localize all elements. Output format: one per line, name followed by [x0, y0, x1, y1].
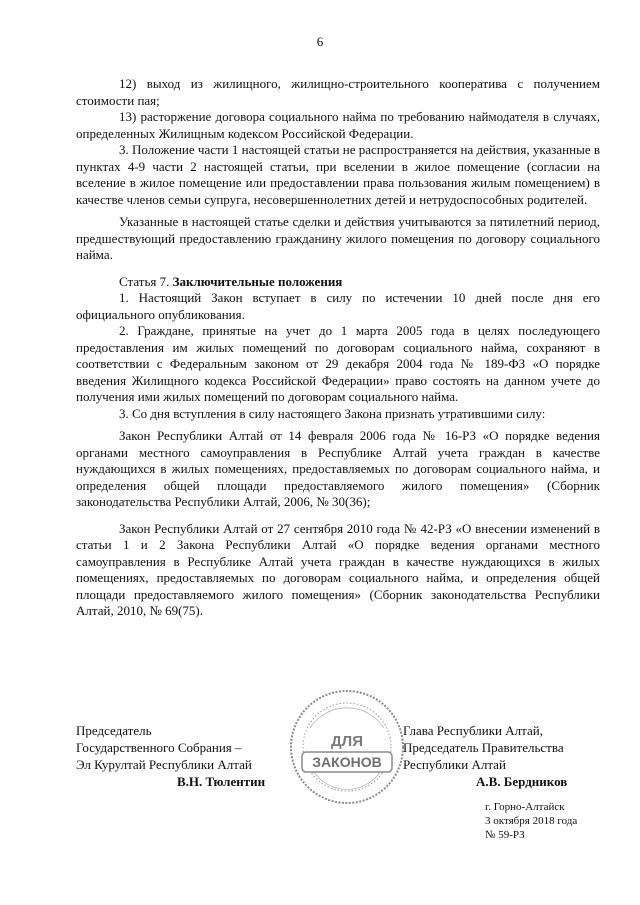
article-7-part-1: 1. Настоящий Закон вступает в силу по истечении 10 дней после дня его официального опубликования. — [76, 290, 600, 322]
article-7-part-2: 2. Граждане, принятые на учет до 1 марта 2005 года в целях последующего предоставления им жилых помещений по договорам социального найма, сохраняют в соответствии с Федеральным законом от 29 декабря 2004 года № 189-ФЗ «О порядке введения Жилищного кодекса Российской Федерации» право состоять на данном учете до получения ими жилых помещений по договорам социального найма. — [76, 323, 600, 404]
signature-block-right — [403, 722, 567, 790]
signature-right-title-2: Председатель Правительства — [403, 740, 564, 755]
article-title: Заключительные положения — [172, 273, 343, 289]
paragraph-item-13: 13) расторжение договора социального найма по требованию наймодателя в случаях, определенных Жилищным кодексом Российской Федерации. — [76, 109, 600, 141]
signature-left-title-2: Государственного Собрания – — [76, 740, 242, 755]
signature-right-name: А.В. Бердников — [476, 774, 568, 789]
page-number: 6 — [316, 34, 324, 49]
signature-left-title-1: Председатель — [76, 723, 152, 738]
repealed-law-1: Закон Республики Алтай от 14 февраля 2006 года № 16-РЗ «О порядке ведения органами местного самоуправления в Республике Алтай учета граждан в качестве нуждающихся в жилых помещениях, предоставляемых по договорам социального найма, и определения общей площади предоставляемого жилого помещения» (Сборник законодательства Республики Алтай, 2006, № 30(36); — [76, 428, 600, 509]
paragraph-period: Указанные в настоящей статье сделки и действия учитываются за пятилетний период, предшествующий предоставлению гражданину жилого помещения по договору социального найма. — [76, 214, 600, 262]
law-number: № 59-РЗ — [485, 829, 525, 841]
paragraph-part-3: 3. Положение части 1 настоящей статьи не распространяется на действия, указанные в пунктах 4-9 части 2 настоящей статьи, при вселении в жилое помещение (согласии на вселение в жилое помещение или предоставлении права пользования жилым помещением) в качестве членов семьи супруга, несовершеннолетних детей и нетрудоспособных родителей. — [76, 142, 600, 207]
article-7-part-3: 3. Со дня вступления в силу настоящего Закона признать утратившими силу: — [119, 405, 546, 421]
place-city: г. Горно-Алтайск — [485, 801, 565, 813]
place-date-block — [485, 800, 577, 842]
paragraph-item-12: 12) выход из жилищного, жилищно-строительного кооператива с получением стоимости пая; — [76, 76, 600, 108]
signature-left-title-3: Эл Курултай Республики Алтай — [76, 757, 252, 772]
signature-right-title-3: Республики Алтай — [403, 757, 506, 772]
signature-block-left — [76, 722, 265, 790]
seal-stamp-icon — [288, 688, 406, 806]
stamp-text-line1: ДЛЯ — [331, 733, 363, 750]
document-body — [76, 76, 600, 620]
signature-left-name: В.Н. Тюлентин — [177, 774, 266, 789]
repealed-law-2: Закон Республики Алтай от 27 сентября 2010 года № 42-РЗ «О внесении изменений в статьи 1 и 2 Закона Республики Алтай «О порядке ведения органами местного самоуправления в Республике Алтай учета граждан в качестве нуждающихся в жилых помещениях, предоставляемых по договорам социального найма, и определения общей площади предоставляемого жилого помещения» (Сборник законодательства Республики Алтай, 2010, № 69(75). — [76, 520, 600, 618]
stamp-text-line2: ЗАКОНОВ — [312, 754, 382, 770]
law-date: 3 октября 2018 года — [485, 815, 578, 827]
signature-right-title-1: Глава Республики Алтай, — [403, 723, 543, 738]
article-number: Статья 7. — [119, 273, 170, 289]
article-heading — [76, 274, 600, 291]
